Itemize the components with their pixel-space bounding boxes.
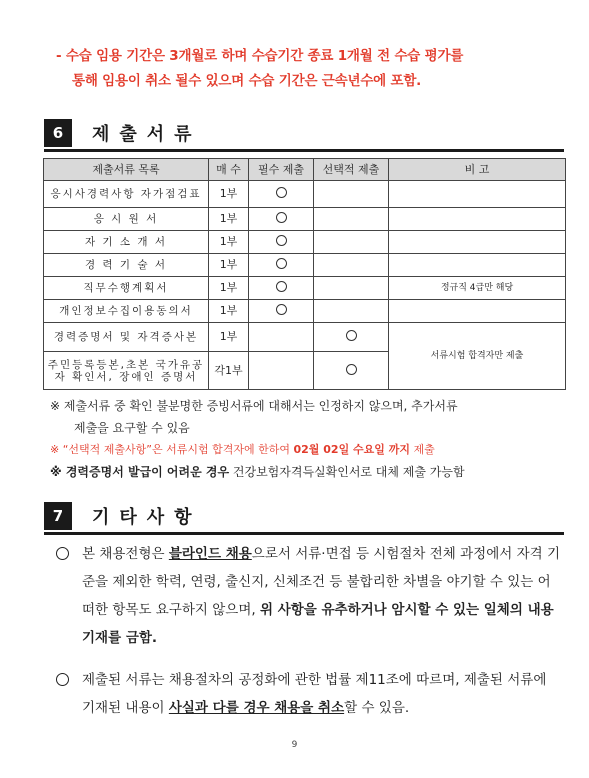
note3 bbox=[50, 461, 565, 483]
p1-blind-hiring: 블라인드 채용 bbox=[168, 546, 252, 562]
doc-count: 1부 bbox=[209, 300, 249, 323]
doc-count: 각1부 bbox=[209, 352, 249, 390]
documents-table bbox=[43, 158, 566, 390]
doc-count: 1부 bbox=[209, 181, 249, 208]
header-optional: 선택적 제출 bbox=[314, 159, 389, 181]
fairness-paragraph bbox=[56, 666, 562, 722]
section6-rule bbox=[44, 149, 564, 152]
section6-title: 제출서류 bbox=[92, 124, 202, 145]
optional-mark-icon bbox=[346, 330, 357, 341]
page-number: 9 bbox=[291, 740, 298, 750]
required-mark-icon bbox=[276, 304, 287, 315]
note2 bbox=[50, 439, 565, 461]
doc-name: 직무수행계획서 bbox=[44, 277, 209, 300]
doc-name: 경력증명서 및 자격증사본 bbox=[44, 323, 209, 352]
doc-count: 1부 bbox=[209, 277, 249, 300]
doc-count: 1부 bbox=[209, 208, 249, 231]
doc-name: 주민등록등본,초본 국가유공자 확인서, 장애인 증명서 bbox=[44, 352, 209, 390]
doc-name: 응시사경력사항 자가점검표 bbox=[44, 181, 209, 208]
doc-name: 개인정보수집이용동의서 bbox=[44, 300, 209, 323]
bullet-circle-icon bbox=[56, 673, 69, 686]
probation-note-line2: 통해 임용이 취소 될수 있으며 수습 기간은 근속년수에 포함. bbox=[72, 73, 422, 89]
documents-notes bbox=[50, 395, 565, 483]
doc-name: 응 시 원 서 bbox=[44, 208, 209, 231]
header-required: 필수 제출 bbox=[249, 159, 314, 181]
p2-text-a: 제출된 서류는 채용절차의 공정화에 관한 법률 제11조에 따르며, 제출된 서류에 기재된 내용이 bbox=[82, 672, 547, 716]
p2-cancel-hiring: 사실과 다를 경우 채용을 취소 bbox=[168, 700, 345, 716]
required-mark-icon bbox=[276, 187, 287, 198]
note2-date: 02월 02일 수요일 까지 bbox=[293, 443, 410, 456]
doc-count: 1부 bbox=[209, 323, 249, 352]
table-row bbox=[44, 208, 566, 231]
note2-prefix: ※ “선택적 제출사항”은 서류시험 합격자에 한하여 bbox=[50, 443, 294, 456]
doc-name: 자 기 소 개 서 bbox=[44, 231, 209, 254]
p1-text-c: 으로서 서류·면접 등 시험절차 전체 과정에서 자격 기준을 제외한 학력, 연령, 출신지, 신체조건 등 불합리한 차별을 야기할 수 있는 어떠한 항목도 요구하지 않으며, bbox=[82, 546, 560, 618]
note3-rest: 건강보험자격득실확인서로 대체 제출 가능함 bbox=[229, 465, 465, 479]
p1-text-a: 본 채용전형은 bbox=[82, 546, 169, 562]
section7-title: 기타사항 bbox=[92, 507, 202, 528]
note2-suffix: 제출 bbox=[410, 443, 435, 456]
blind-hiring-paragraph bbox=[56, 540, 562, 652]
p1-prohibition: 위 사항을 유추하거나 암시할 수 있는 일체의 내용 기재를 금함. bbox=[82, 602, 554, 646]
section7-rule bbox=[44, 532, 564, 535]
required-mark-icon bbox=[276, 281, 287, 292]
header-doc-list: 제출서류 목록 bbox=[44, 159, 209, 181]
optional-mark-icon bbox=[346, 364, 357, 375]
table-row bbox=[44, 231, 566, 254]
table-row bbox=[44, 254, 566, 277]
table-row bbox=[44, 181, 566, 208]
header-remarks: 비 고 bbox=[389, 159, 566, 181]
note1-line2: 제출을 요구할 수 있음 bbox=[74, 421, 190, 435]
section7-number: 7 bbox=[44, 502, 72, 530]
header-count: 매 수 bbox=[209, 159, 249, 181]
required-mark-icon bbox=[276, 235, 287, 246]
doc-count: 1부 bbox=[209, 254, 249, 277]
doc-count: 1부 bbox=[209, 231, 249, 254]
probation-note bbox=[56, 44, 566, 94]
doc-name: 경 력 기 술 서 bbox=[44, 254, 209, 277]
merged-remark: 서류시험 합격자만 제출 bbox=[389, 323, 566, 390]
probation-note-line1: - 수습 임용 기간은 3개월로 하며 수습기간 종료 1개월 전 수습 평가를 bbox=[56, 48, 464, 64]
note3-bold: ※ 경력증명서 발급이 어려운 경우 bbox=[50, 465, 230, 479]
section6-heading bbox=[44, 118, 202, 148]
note1-line1: ※ 제출서류 중 확인 불분명한 증빙서류에 대해서는 인정하지 않으며, 추가서류 bbox=[50, 399, 458, 413]
required-mark-icon bbox=[276, 212, 287, 223]
required-mark-icon bbox=[276, 258, 287, 269]
bullet-circle-icon bbox=[56, 547, 69, 560]
p2-text-c: 할 수 있음. bbox=[344, 700, 410, 716]
table-header-row bbox=[44, 159, 566, 181]
table-row bbox=[44, 277, 566, 300]
section6-number: 6 bbox=[44, 119, 72, 147]
other-items bbox=[56, 540, 562, 722]
doc-remark: 정규직 4급만 해당 bbox=[389, 277, 566, 300]
table-row bbox=[44, 300, 566, 323]
table-row bbox=[44, 323, 566, 352]
section7-heading bbox=[44, 501, 202, 531]
